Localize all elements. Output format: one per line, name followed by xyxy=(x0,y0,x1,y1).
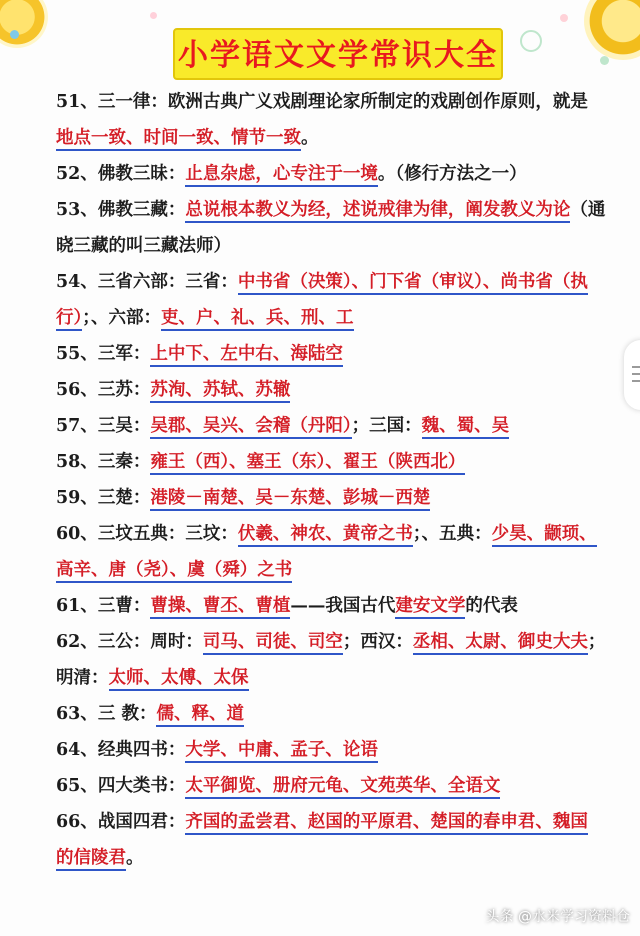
text-segment: ——我国古代 xyxy=(290,596,396,616)
text-line xyxy=(56,804,624,840)
text-line xyxy=(56,336,624,372)
text-segment: 63、三 教： xyxy=(56,704,157,724)
text-segment: 65、四大类书： xyxy=(56,776,186,796)
text-line xyxy=(56,624,624,660)
text-segment: 58、三秦： xyxy=(56,452,151,472)
decorative-ring xyxy=(520,30,542,52)
text-segment: 62、三公：周时： xyxy=(56,632,203,652)
knowledge-list xyxy=(56,84,624,876)
text-segment: 60、三坟五典：三坟： xyxy=(56,524,238,544)
text-line xyxy=(56,408,624,444)
text-segment: 52、佛教三昧： xyxy=(56,164,186,184)
answer-text: 上中下、左中右、海陆空 xyxy=(150,344,343,367)
text-segment: 。 xyxy=(301,128,319,148)
text-segment: 64、经典四书： xyxy=(56,740,186,760)
text-segment: 51、三一律：欧洲古典广义戏剧理论家所制定的戏剧创作原则，就是 xyxy=(56,92,588,112)
text-segment: 晓三藏的叫三藏法师） xyxy=(56,236,231,256)
decorative-dot xyxy=(10,30,19,39)
answer-text: 司马、司徒、司空 xyxy=(203,632,343,655)
text-line xyxy=(56,588,624,624)
text-line xyxy=(56,156,624,192)
text-segment: ；三国： xyxy=(351,416,422,436)
answer-text: 吴郡、吴兴、会稽（丹阳） xyxy=(150,416,351,439)
answer-text: 齐国的孟尝君、赵国的平原君、楚国的春申君、魏国 xyxy=(185,812,588,835)
text-segment: （通 xyxy=(570,200,606,220)
text-segment: 61、三曹： xyxy=(56,596,151,616)
text-segment: 66、战国四君： xyxy=(56,812,186,832)
answer-text: 中书省（决策）、门下省（审议）、尚书省（执 xyxy=(238,272,588,295)
text-line xyxy=(56,552,624,588)
text-segment: 的代表 xyxy=(465,596,518,616)
answer-text: 止息杂虑，心专注于一境 xyxy=(185,164,378,187)
text-segment: ；、五典： xyxy=(412,524,492,544)
text-segment: ；、六部： xyxy=(82,308,161,328)
text-segment: 56、三苏： xyxy=(56,380,151,400)
text-line xyxy=(56,840,624,876)
text-line xyxy=(56,120,624,156)
text-line xyxy=(56,696,624,732)
text-line xyxy=(56,372,624,408)
lemon-slice-decoration xyxy=(0,0,48,48)
answer-text: 总说根本教义为经，述说戒律为律，阐发教义为论 xyxy=(185,200,570,223)
answer-text: 太平御览、册府元龟、文苑英华、全语文 xyxy=(185,776,500,799)
text-segment: ； xyxy=(587,632,606,652)
text-line xyxy=(56,264,624,300)
answer-text: 儒、释、道 xyxy=(156,704,244,727)
answer-text: 曹操、曹丕、曹植 xyxy=(150,596,290,619)
answer-text: 少昊、颛顼、 xyxy=(492,524,597,547)
side-menu-tab[interactable] xyxy=(624,340,640,410)
menu-icon xyxy=(632,366,640,382)
text-segment: 57、三吴： xyxy=(56,416,151,436)
text-line xyxy=(56,84,624,120)
answer-text: 丞相、太尉、御史大夫 xyxy=(413,632,588,655)
answer-text: 太师、太傅、太保 xyxy=(109,668,249,691)
answer-text: 大学、中庸、孟子、论语 xyxy=(185,740,378,763)
text-line xyxy=(56,516,624,552)
text-line xyxy=(56,228,624,264)
answer-text: 吏、户、礼、兵、刑、工 xyxy=(161,308,354,331)
text-line xyxy=(56,732,624,768)
decorative-dot xyxy=(150,12,157,19)
lemon-slice-decoration xyxy=(584,0,640,60)
answer-text: 港陵－南楚、吴－东楚、彭城－西楚 xyxy=(150,488,430,511)
text-segment: 。（修行方法之一） xyxy=(377,164,527,184)
answer-text: 行） xyxy=(56,308,82,331)
text-segment: 。 xyxy=(126,848,144,868)
page-title: 小学语文文学常识大全 xyxy=(173,28,503,80)
answer-text: 伏羲、神农、黄帝之书 xyxy=(238,524,413,547)
text-segment: ；西汉： xyxy=(342,632,413,652)
decorative-dot xyxy=(600,56,609,65)
text-line xyxy=(56,660,624,696)
text-line xyxy=(56,480,624,516)
answer-text: 建安文学 xyxy=(395,596,465,619)
text-segment: 明清： xyxy=(56,668,109,688)
text-segment: 59、三楚： xyxy=(56,488,151,508)
text-segment: 54、三省六部：三省： xyxy=(56,272,238,292)
text-segment: 55、三军： xyxy=(56,344,151,364)
decorative-dot xyxy=(560,14,568,22)
text-segment: 53、佛教三藏： xyxy=(56,200,186,220)
answer-text: 雍王（西）、塞王（东）、翟王（陕西北） xyxy=(150,452,465,475)
watermark: 头条 @水米学习资料仓 xyxy=(485,909,630,925)
text-line xyxy=(56,300,624,336)
answer-text: 地点一致、时间一致、情节一致 xyxy=(56,128,301,151)
answer-text: 的信陵君 xyxy=(56,848,126,871)
text-line xyxy=(56,192,624,228)
text-line xyxy=(56,768,624,804)
answer-text: 魏、蜀、吴 xyxy=(422,416,510,439)
answer-text: 苏洵、苏轼、苏辙 xyxy=(150,380,290,403)
text-line xyxy=(56,444,624,480)
answer-text: 高辛、唐（尧）、虞（舜）之书 xyxy=(56,560,292,583)
